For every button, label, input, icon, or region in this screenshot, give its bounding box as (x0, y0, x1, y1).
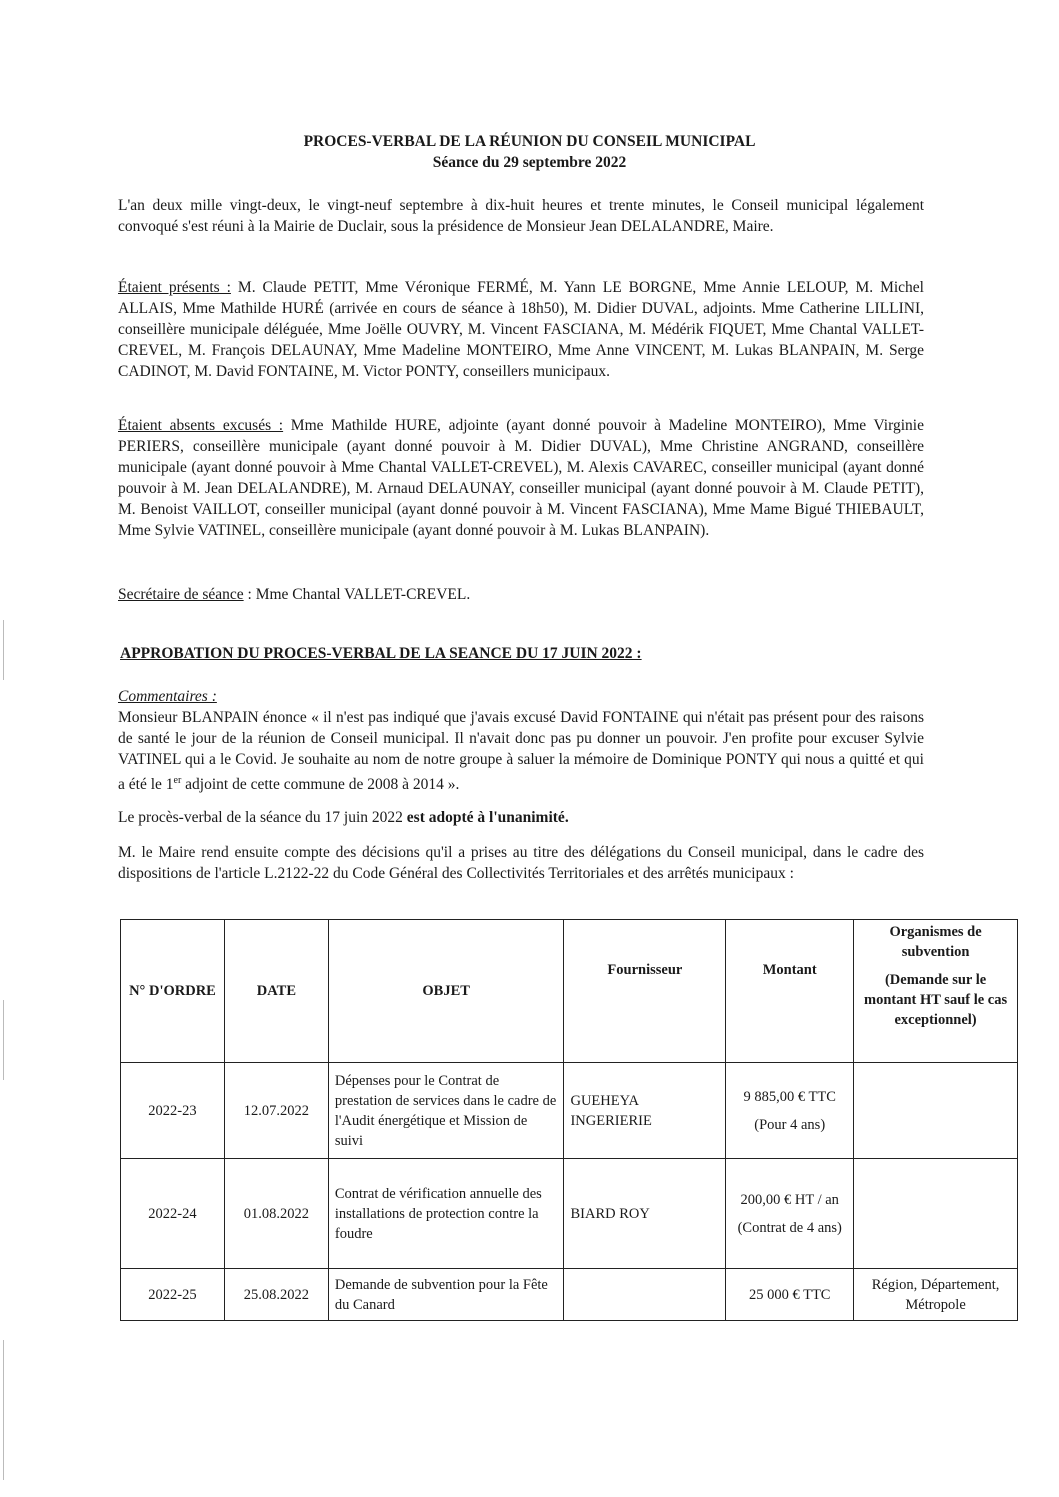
row-num: 2022-23 (121, 1063, 225, 1159)
row-montant (726, 1269, 854, 1321)
title-line-2: Séance du 29 septembre 2022 (432, 154, 627, 171)
header-fournisseur (564, 920, 726, 1063)
comments-text (118, 707, 924, 795)
row-fournisseur: GUEHEYA INGERIERIE (564, 1063, 726, 1159)
presents-paragraph (118, 277, 924, 382)
adopted-prefix: Le procès-verbal de la séance du 17 juin 2022 (118, 809, 407, 826)
presents-text: M. Claude PETIT, Mme Véronique FERMÉ, M. Yann LE BORGNE, Mme Annie LELOUP, M. Michel ALLAIS, Mme Mathilde HURÉ (arrivée en cours de séance à 18h50), M. Didier DUVAL, adjoints. Mme Catherine LILLINI, conseillère municipale déléguée, Mme Joëlle OUVRY, M. Vincent FASCIANA, M. Médérik FIQUET, Mme Chantal VALLET-CREVEL, M. François DELAUNAY, Mme Madeline MONTEIRO, Mme Anne VINCENT, M. Lukas BLANPAIN, M. Serge CADINOT, M. David FONTAINE, M. Victor PONTY, conseillers municipaux. (118, 279, 924, 380)
absents-text: Mme Mathilde HURE, adjointe (ayant donné pouvoir à Madeline MONTEIRO), Mme Virginie PERIERS, conseillère municipale (ayant donné pouvoir à M. Didier DUVAL), Mme Christine ANGRAND, conseillère municipale (ayant donné pouvoir à Mme Chantal VALLET-CREVEL), M. Alexis CAVAREC, conseiller municipal (ayant donné pouvoir à M. Jean DELALANDRE), M. Arnaud DELAUNAY, conseiller municipal (ayant donné pouvoir à M. Claude PETIT), M. Benoist VAILLOT, conseiller municipal (ayant donné pouvoir à M. Vincent FASCIANA), Mme Mame Bigué THIEBAULT, Mme Sylvie VATINEL, conseillère municipale (ayant donné pouvoir à M. Lukas BLANPAIN). (118, 417, 924, 539)
title-line-1: PROCES-VERBAL DE LA RÉUNION DU CONSEIL MUNICIPAL (303, 133, 756, 150)
row-fournisseur (564, 1269, 726, 1321)
comments-sup: er (173, 775, 182, 786)
table-row (121, 1159, 1018, 1269)
row-organismes (854, 1159, 1018, 1269)
row-date: 12.07.2022 (224, 1063, 328, 1159)
decisions-intro: M. le Maire rend ensuite compte des décisions qu'il a prises au titre des délégations du Conseil municipal, dans le cadre des dispositions de l'article L.2122-22 du Code Général des Collectivités Territoriales et des arrêtés municipaux : (118, 844, 924, 882)
row-objet: Demande de subvention pour la Fête du Canard (328, 1269, 564, 1321)
header-organismes-label: Organismes de subvention (889, 924, 982, 960)
decisions-table (120, 919, 1018, 1321)
header-objet-label: OBJET (422, 983, 470, 999)
header-date (224, 920, 328, 1063)
adopted-paragraph (118, 807, 924, 828)
header-montant-label: Montant (762, 962, 817, 978)
row-montant-note: (Contrat de 4 ans) (737, 1219, 842, 1236)
adopted-bold: est adopté à l'unanimité. (406, 809, 569, 826)
row-montant (726, 1063, 854, 1159)
secretaire-paragraph (118, 584, 924, 605)
header-organismes-note: (Demande sur le montant HT sauf le cas exceptionnel) (864, 972, 1008, 1028)
scan-artifact (3, 1000, 4, 1080)
row-organismes: Région, Département, Métropole (854, 1269, 1018, 1321)
row-montant (726, 1159, 854, 1269)
row-organismes (854, 1063, 1018, 1159)
row-fournisseur: BIARD ROY (564, 1159, 726, 1269)
header-num (121, 920, 225, 1063)
row-num: 2022-25 (121, 1269, 225, 1321)
header-organismes (854, 920, 1018, 1063)
secretaire-text: : Mme Chantal VALLET-CREVEL. (243, 586, 471, 603)
table-row (121, 1269, 1018, 1321)
row-date: 01.08.2022 (224, 1159, 328, 1269)
row-montant-value: 25 000 € TTC (748, 1286, 831, 1303)
presents-label: Étaient présents : (118, 279, 231, 296)
header-objet (328, 920, 564, 1063)
absents-label: Étaient absents excusés : (118, 417, 284, 434)
row-objet: Contrat de vérification annuelle des installations de protection contre la foudre (328, 1159, 564, 1269)
scan-artifact (3, 1340, 4, 1480)
row-date: 25.08.2022 (224, 1269, 328, 1321)
row-montant-value: 9 885,00 € TTC (743, 1088, 836, 1105)
absents-paragraph (118, 415, 924, 541)
row-montant-value: 200,00 € HT / an (740, 1191, 839, 1208)
intro-paragraph: L'an deux mille vingt-deux, le vingt-neuf septembre à dix-huit heures et trente minutes, le Conseil municipal légalement convoqué s'est réuni à la Mairie de Duclair, sous la présidence de Monsieur Jean DELALANDRE, Maire. (118, 197, 924, 235)
comments-block (118, 686, 924, 795)
row-objet: Dépenses pour le Contrat de prestation de services dans le cadre de l'Audit énergétique et Mission de suivi (328, 1063, 564, 1159)
row-montant-note: (Pour 4 ans) (754, 1116, 826, 1133)
header-date-label: DATE (256, 983, 296, 999)
secretaire-label: Secrétaire de séance (118, 586, 244, 603)
comments-text-main: Monsieur BLANPAIN énonce « il n'est pas indiqué que j'avais excusé David FONTAINE qui n'était pas présent pour des raisons de santé le jour de la réunion de Conseil municipal. Il n'avait donc pas pu donner un pouvoir. J'en profite pour excuser Sylvie VATINEL qui a le Covid. Je souhaite au nom de notre groupe à saluer la mémoire de Dominique PONTY qui nous a quitté et qui a été le 1 (118, 709, 924, 794)
table-row (121, 1063, 1018, 1159)
comments-label: Commentaires : (118, 688, 217, 705)
comments-text-end: adjoint de cette commune de 2008 à 2014 ». (181, 776, 460, 794)
header-fournisseur-label: Fournisseur (607, 962, 683, 978)
scan-artifact (3, 620, 4, 680)
approbation-heading: APPROBATION DU PROCES-VERBAL DE LA SEANCE DU 17 JUIN 2022 : (120, 645, 642, 662)
header-num-label: N° D'ORDRE (129, 983, 216, 999)
row-num: 2022-24 (121, 1159, 225, 1269)
table-header-row (121, 920, 1018, 1063)
header-montant (726, 920, 854, 1063)
document-title (0, 131, 1059, 173)
